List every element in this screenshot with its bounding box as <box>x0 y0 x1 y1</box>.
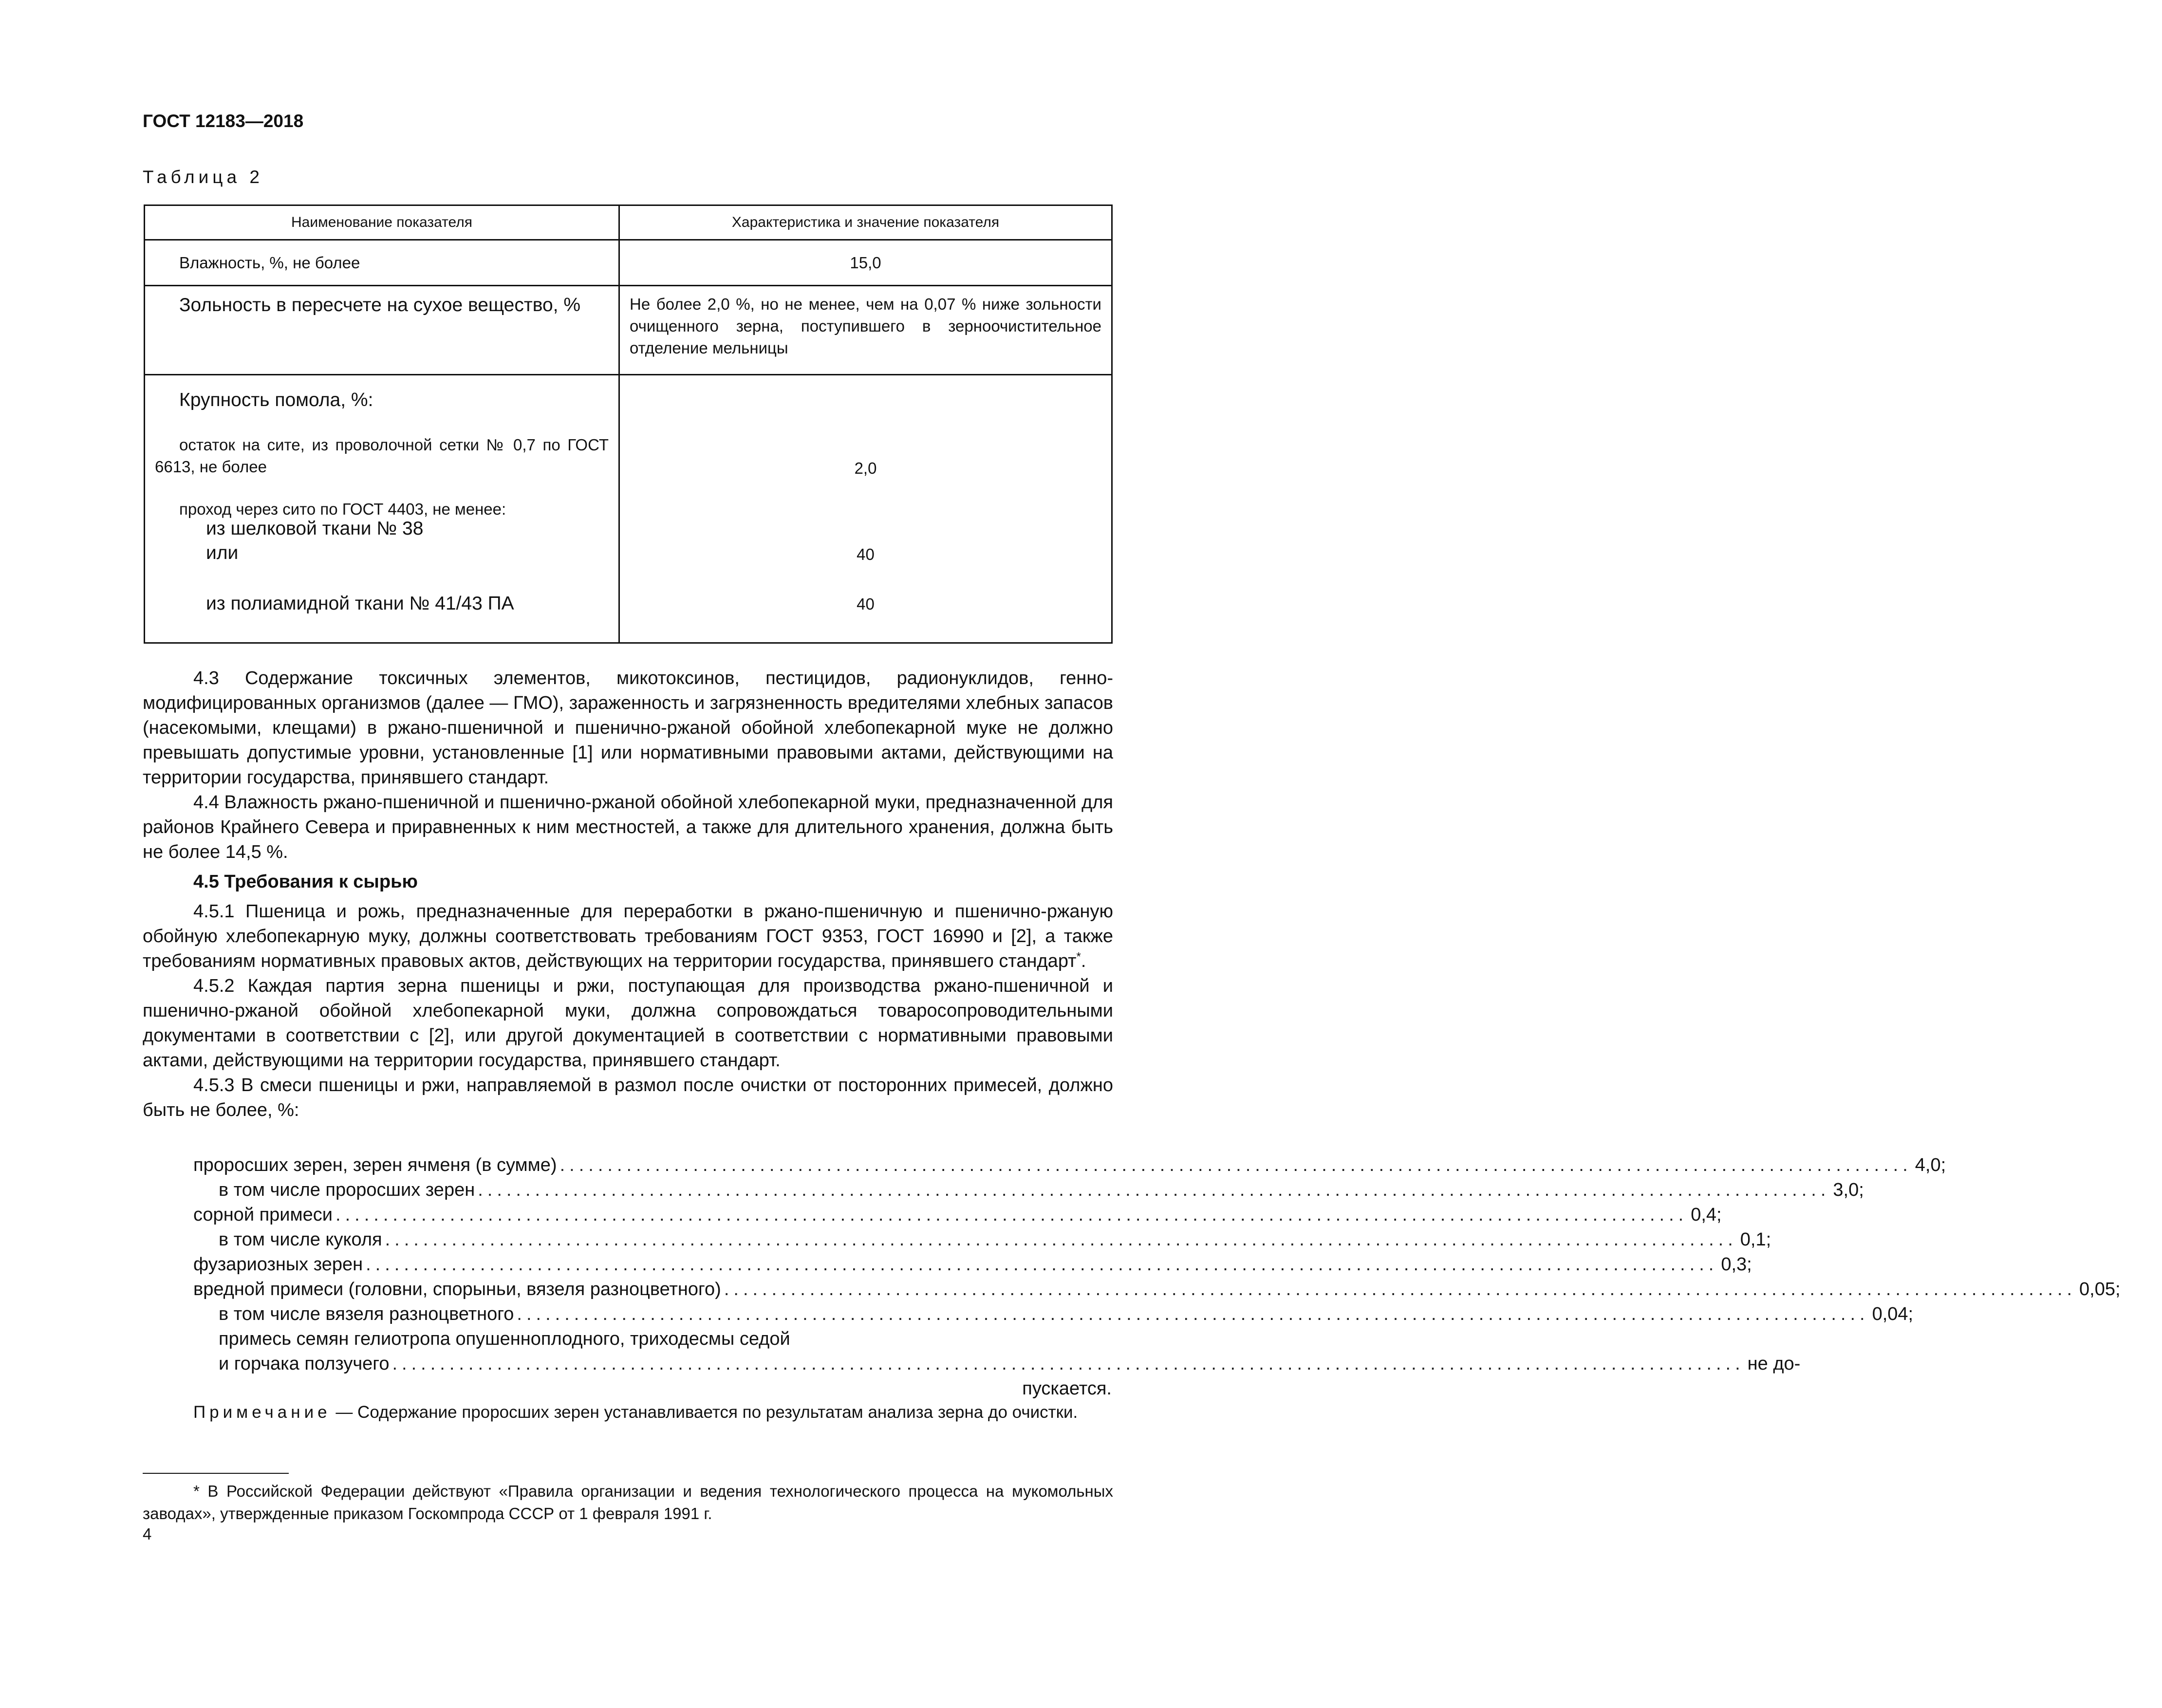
leader-dots: .............................................................................................................................................. <box>366 1254 1718 1275</box>
column-header-value: Характеристика и значение показателя <box>619 205 1112 240</box>
limit-label: в том числе проросших зерен <box>219 1180 475 1200</box>
limit-label: в том числе вязеля разноцветного <box>219 1304 514 1324</box>
list-item <box>143 1203 1722 1227</box>
limit-value: 0,04; <box>1872 1304 1914 1324</box>
limit-value: 4,0; <box>1915 1155 1946 1175</box>
table-row <box>145 240 1112 286</box>
polyamide-value: 40 <box>857 595 875 613</box>
table-caption: Таблица 2 <box>143 167 263 187</box>
indicators-table <box>144 204 1113 644</box>
footnote-text: В Российской Федерации действуют «Правила организации и ведения технологического процесса на мукомольных заводах», утвержденные приказом Госкомпрода СССР от 1 февраля 1991 г. <box>143 1482 1113 1522</box>
silk-name: из шелковой ткани № 38 <box>206 518 424 539</box>
list-item <box>143 1327 1112 1352</box>
list-item <box>143 1227 1771 1252</box>
limit-label: фузариозных зерен <box>193 1254 363 1275</box>
list-item <box>143 1302 1914 1327</box>
leader-dots: .............................................................................................................................................. <box>517 1304 1869 1324</box>
limit-value: 0,05; <box>2079 1279 2121 1300</box>
note <box>143 1400 1112 1424</box>
limit-value: не до- <box>1747 1354 1801 1374</box>
limit-value: 3,0; <box>1833 1180 1864 1200</box>
leader-dots: .............................................................................................................................................. <box>392 1354 1745 1374</box>
leader-dots: .............................................................................................................................................. <box>478 1180 1830 1200</box>
table-cell <box>619 286 1112 375</box>
leader-dots: .............................................................................................................................................. <box>559 1155 1912 1175</box>
pass-label: проход через сито по ГОСТ 4403, не менее: <box>179 500 506 518</box>
limit-value: 0,1; <box>1740 1229 1771 1250</box>
limit-label: в том числе куколя <box>219 1229 382 1250</box>
column-header-name: Наименование показателя <box>145 205 619 240</box>
paragraph-4-5-3: 4.5.3 В смеси пшеницы и ржи, направляемой в размол после очистки от посторонних примесей, должно быть не более, %: <box>143 1075 1113 1120</box>
footnote-reference: * <box>1076 950 1081 964</box>
limit-value: пускается. <box>1022 1378 1112 1399</box>
footnote-divider <box>143 1473 289 1474</box>
paragraph-4-5-2: 4.5.2 Каждая партия зерна пшеницы и ржи, поступающая для производства ржано-пшеничной и пшенично-ржаной обойной хлебопекарной муки, должна сопровождаться товаросопроводительными документами в соответствии с [2], или другой документацией в соответствии с нормативными правовыми актами, действующими на территории государства, принявшего стандарт. <box>143 976 1113 1071</box>
leader-dots: .............................................................................................................................................. <box>724 1279 2077 1300</box>
limit-label: вредной примеси (головни, спорыньи, вязеля разноцветного) <box>193 1279 721 1300</box>
paragraph-4-3: 4.3 Содержание токсичных элементов, микотоксинов, пестицидов, радионуклидов, генно-модифицированных организмов (далее — ГМО), зараженность и загрязненность вредителями хлебных запасов (насекомыми, клещами) в ржано-пшеничной и пшенично-ржаной обойной хлебопекарной муке не должно превышать допустимые уровни, установленные [1] или нормативными правовыми актами, действующими на территории государства, принявшего стандарт. <box>143 668 1113 788</box>
leader-dots: .............................................................................................................................................. <box>335 1205 1688 1225</box>
list-item <box>143 1252 1752 1277</box>
table-cell <box>145 240 619 286</box>
residue-name: остаток на сите, из проволочной сетки № 0,7 по ГОСТ 6613, не более <box>155 436 609 476</box>
ash-value: Не более 2,0 %, но не менее, чем на 0,07 % ниже зольности очищенного зерна, поступившего в зерноочистительное отделение мельницы <box>630 295 1101 357</box>
table-cell <box>145 375 619 643</box>
list-item <box>143 1352 1801 1376</box>
list-item <box>143 1277 2121 1302</box>
table-row <box>145 375 1112 643</box>
table-header-row <box>145 205 1112 240</box>
residue-value: 2,0 <box>854 459 877 477</box>
polyamide-name: из полиамидной ткани № 41/43 ПА <box>206 593 514 614</box>
standard-code: ГОСТ 12183—2018 <box>143 111 304 131</box>
main-text <box>143 666 1113 1123</box>
impurity-limits-list <box>143 1153 2121 1401</box>
footnote-mark: * <box>193 1482 200 1500</box>
note-text: — Содержание проросших зерен устанавливается по результатам анализа зерна до очистки. <box>331 1403 1078 1422</box>
table-cell <box>619 375 1112 643</box>
paragraph-4-4: 4.4 Влажность ржано-пшеничной и пшенично-ржаной обойной хлебопекарной муки, предназначенной для районов Крайнего Севера и приравненных к ним местностей, а также для длительного хранения, должна быть не более 14,5 %. <box>143 792 1113 862</box>
limit-label: примесь семян гелиотропа опушенноплодного, триходесмы седой <box>219 1329 790 1349</box>
moisture-name: Влажность, %, не более <box>179 254 360 272</box>
silk-value: 40 <box>857 545 875 563</box>
limit-value: 0,3; <box>1721 1254 1752 1275</box>
table-row <box>145 286 1112 375</box>
limit-value: 0,4; <box>1691 1205 1722 1225</box>
paragraph-4-5-1 <box>143 899 1113 974</box>
table-cell <box>619 240 1112 286</box>
moisture-value: 15,0 <box>850 254 881 272</box>
leader-dots: .............................................................................................................................................. <box>385 1229 1737 1250</box>
limit-label: проросших зерен, зерен ячменя (в сумме) <box>193 1155 557 1175</box>
paragraph-4-5-1-end: . <box>1081 951 1086 971</box>
list-item <box>143 1153 1946 1178</box>
list-item <box>143 1178 1864 1203</box>
page-number: 4 <box>143 1525 152 1543</box>
fineness-title: Крупность помола, %: <box>179 390 373 410</box>
section-heading-4-5: 4.5 Требования к сырью <box>193 872 418 892</box>
limit-label: сорной примеси <box>193 1205 333 1225</box>
paragraph-4-5-1-text: 4.5.1 Пшеница и рожь, предназначенные для переработки в ржано-пшеничную и пшенично-ржаную обойную хлебопекарную муку, должны соответствовать требованиям ГОСТ 9353, ГОСТ 16990 и [2], а также требованиям нормативных правовых актов, действующих на территории государства, принявшего стандарт <box>143 901 1113 971</box>
ash-name: Зольность в пересчете на сухое вещество, % <box>179 295 581 316</box>
table-cell <box>145 286 619 375</box>
or-label: или <box>206 542 239 563</box>
list-item <box>143 1376 1112 1401</box>
note-label: Примечание <box>193 1403 331 1422</box>
footnote <box>143 1480 1113 1525</box>
limit-label: и горчака ползучего <box>219 1354 390 1374</box>
